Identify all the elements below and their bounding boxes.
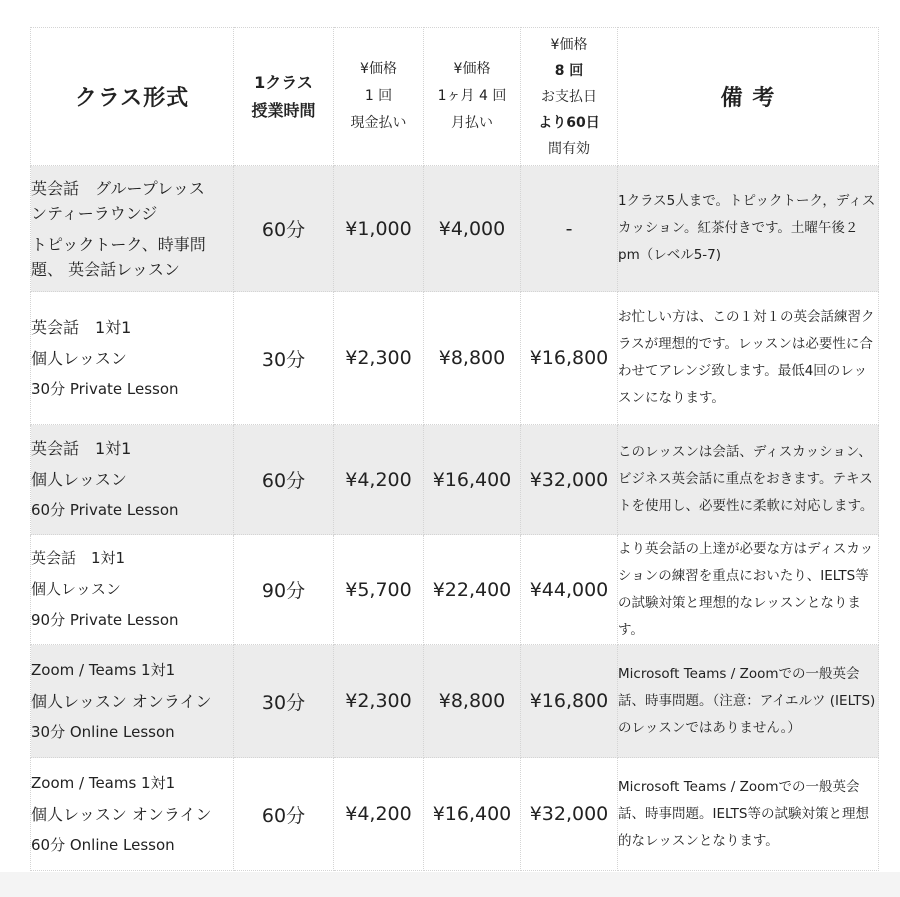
class-format-cell: 英会話 グループレッス ンティーラウンジ トピックトーク、時事問 題、 英会話レッスン <box>31 166 234 292</box>
duration-cell: 90分 <box>234 535 334 645</box>
price-single-cell: ¥1,000 <box>334 166 424 292</box>
price-monthly-cell: ¥8,800 <box>424 645 521 758</box>
remarks-cell: Microsoft Teams / Zoomでの一般英会話、時事問題。（注意：アイエルツ (IELTS) のレッスンではありません。） <box>618 645 879 758</box>
header-row <box>31 28 879 166</box>
header-remarks: 備 考 <box>618 28 879 166</box>
page-footer-strip <box>0 872 900 897</box>
header-price-eight: ¥価格 8 回 お支払日 より60日 間有効 <box>521 28 618 166</box>
price-eight-cell: - <box>521 166 618 292</box>
table-row <box>31 166 879 292</box>
class-format-cell: 英会話 1対1 個人レッスン 90分 Private Lesson <box>31 535 234 645</box>
price-eight-cell: ¥16,800 <box>521 292 618 425</box>
price-eight-cell: ¥16,800 <box>521 645 618 758</box>
header-price-monthly: ¥価格 1ヶ月 4 回 月払い <box>424 28 521 166</box>
duration-cell: 60分 <box>234 425 334 535</box>
header-class-format: クラス形式 <box>31 28 234 166</box>
header-price-single: ¥価格 1 回 現金払い <box>334 28 424 166</box>
class-format-cell: 英会話 1対1 個人レッスン 60分 Private Lesson <box>31 425 234 535</box>
remarks-cell: より英会話の上達が必要な方はディスカッションの練習を重点においたり、IELTS等の試験対策と理想的なレッスンとなります。 <box>618 535 879 645</box>
price-single-cell: ¥5,700 <box>334 535 424 645</box>
price-eight-cell: ¥32,000 <box>521 758 618 871</box>
header-duration: 1クラス 授業時間 <box>234 28 334 166</box>
table-row <box>31 758 879 871</box>
remarks-cell: Microsoft Teams / Zoomでの一般英会話、時事問題。IELTS等の試験対策と理想的なレッスンとなります。 <box>618 758 879 871</box>
price-eight-cell: ¥44,000 <box>521 535 618 645</box>
duration-cell: 60分 <box>234 166 334 292</box>
price-monthly-cell: ¥16,400 <box>424 758 521 871</box>
price-monthly-cell: ¥16,400 <box>424 425 521 535</box>
price-monthly-cell: ¥22,400 <box>424 535 521 645</box>
duration-cell: 30分 <box>234 645 334 758</box>
price-single-cell: ¥4,200 <box>334 758 424 871</box>
remarks-cell: このレッスンは会話、ディスカッション、ビジネス英会話に重点をおきます。テキストを使用し、必要性に柔軟に対応します。 <box>618 425 879 535</box>
class-format-cell: 英会話 1対1 個人レッスン 30分 Private Lesson <box>31 292 234 425</box>
table-row <box>31 535 879 645</box>
price-eight-cell: ¥32,000 <box>521 425 618 535</box>
class-format-cell: Zoom / Teams 1対1 個人レッスン オンライン 60分 Online Lesson <box>31 758 234 871</box>
table-row <box>31 645 879 758</box>
table-row <box>31 425 879 535</box>
price-single-cell: ¥2,300 <box>334 645 424 758</box>
price-single-cell: ¥4,200 <box>334 425 424 535</box>
price-monthly-cell: ¥8,800 <box>424 292 521 425</box>
price-table-container <box>30 27 878 871</box>
remarks-cell: お忙しい方は、この１対１の英会話練習クラスが理想的です。レッスンは必要性に合わせてアレンジ致します。最低4回のレッスンになります。 <box>618 292 879 425</box>
duration-cell: 30分 <box>234 292 334 425</box>
remarks-cell: 1クラス5人まで。トピックトーク，ディスカッション。紅茶付きです。土曜午後２pm（レベル5-7) <box>618 166 879 292</box>
price-table <box>30 27 879 871</box>
price-monthly-cell: ¥4,000 <box>424 166 521 292</box>
class-format-cell: Zoom / Teams 1対1 個人レッスン オンライン 30分 Online Lesson <box>31 645 234 758</box>
table-row <box>31 292 879 425</box>
price-single-cell: ¥2,300 <box>334 292 424 425</box>
duration-cell: 60分 <box>234 758 334 871</box>
